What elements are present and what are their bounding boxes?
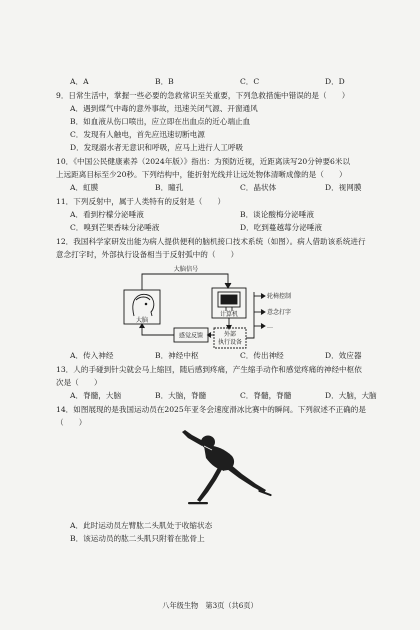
diagram-output-2: 意念打字 [267, 309, 292, 316]
q11-option-b: B．谈论酸梅分泌唾液 [240, 210, 314, 219]
q10-option-d: D．视网膜 [325, 183, 362, 192]
q14-option-a: A．此时运动员左臂肱二头肌处于收缩状态 [70, 521, 213, 530]
q8-options [70, 77, 410, 87]
q10-stem-line2: 上远距离目标至少20秒。下列结构中，能折射光线并让远处物体清晰成像的是（ ） [56, 170, 347, 179]
q13-stem-line2: 次是（ ） [56, 378, 102, 387]
diagram-top-label: 大脑信号 [173, 266, 199, 273]
q13-option-b: B．大脑，脊髓 [155, 391, 207, 400]
q8-option-a: A．A [70, 77, 89, 86]
q13-stem-line1: 13．人的手碰到针尖就会马上缩回，随后感到疼痛，产生缩手动作和感觉疼痛的神经中枢依 [56, 365, 362, 374]
diagram-computer-label: 计算机 [219, 311, 239, 318]
q12-option-b: B．神经中枢 [155, 351, 199, 360]
diagram-output-3: … [267, 323, 273, 330]
q13-options [70, 391, 410, 401]
q12-option-d: D．效应器 [325, 351, 362, 360]
diagram-output-1: 轮椅控制 [267, 293, 292, 300]
bci-diagram [120, 262, 310, 350]
q9-option-b: B．如血液从伤口喷出，应立即在出血点的近心端止血 [70, 117, 251, 126]
page-footer: 八年级生物 第3页（共6页） [162, 601, 258, 610]
speed-skater-figure [178, 428, 276, 516]
q11-options-row2 [70, 223, 410, 233]
diagram-device-label-1: 外部 [223, 331, 237, 338]
q11-option-a: A．看到柠檬分泌唾液 [70, 210, 144, 219]
q8-option-d: D．D [325, 77, 345, 86]
head-icon [133, 294, 154, 316]
q14-option-b: B．该运动员的肱二头肌只附着在肱骨上 [70, 534, 205, 543]
q12-option-c: C．传出神经 [240, 351, 284, 360]
q11-stem: 11．下列反射中，属于人类特有的反射是（ ） [56, 197, 226, 206]
q9-option-c: C．发现有人触电，首先应迅速切断电源 [70, 130, 205, 139]
q13-option-c: C．脊髓，脊髓 [240, 391, 292, 400]
q8-option-b: B．B [155, 77, 174, 86]
q14-stem-line1: 14．如图展现的是我国运动员在2025年亚冬会速度滑冰比赛中的瞬间。下列叙述不正确的是 [56, 405, 366, 414]
q9-option-a: A．遇到煤气中毒的意外事故，迅速关闭气源、开窗通风 [70, 104, 258, 113]
q10-options [70, 183, 410, 193]
q10-stem-line1: 10．《中国公民健康素养（2024年版）》指出：为预防近视，近距离读写20分钟要6米以 [56, 157, 351, 166]
q10-option-a: A．虹膜 [70, 183, 99, 192]
q12-stem-line1: 12．我国科学家研发出能为病人提供便利的脑机接口技术系统（如图）。病人借助该系统进行 [56, 237, 366, 246]
q10-option-c: C．晶状体 [240, 183, 277, 192]
q10-option-b: B．瞳孔 [155, 183, 184, 192]
diagram-brain-label: 大脑 [135, 317, 149, 324]
q13-option-a: A．脊髓，大脑 [70, 391, 122, 400]
q14-stem-line2: （ ） [56, 418, 87, 427]
diagram-feedback-label: 感觉反馈 [178, 332, 204, 340]
q12-stem-line2: 意念打字时，外部执行设备相当于反射弧中的（ ） [56, 250, 239, 259]
q9-stem: 9．日常生活中，掌握一些必要的急救常识至关重要，下列急救措施中错误的是（ ） [56, 91, 350, 100]
q11-options-row1 [70, 210, 410, 220]
diagram-device-label-2: 执行设备 [217, 339, 243, 346]
q8-option-c: C．C [240, 77, 260, 86]
q11-option-d: D．吃到蔓越莓分泌唾液 [240, 223, 323, 232]
q9-option-d: D．发现溺水者无意识和呼吸，应马上进行人工呼吸 [70, 143, 244, 152]
q12-option-a: A．传入神经 [70, 351, 114, 360]
q13-option-d: D．大脑，大脑 [325, 391, 377, 400]
q12-options [70, 351, 410, 361]
q11-option-c: C．嗅到芒果香味分泌唾液 [70, 223, 160, 232]
